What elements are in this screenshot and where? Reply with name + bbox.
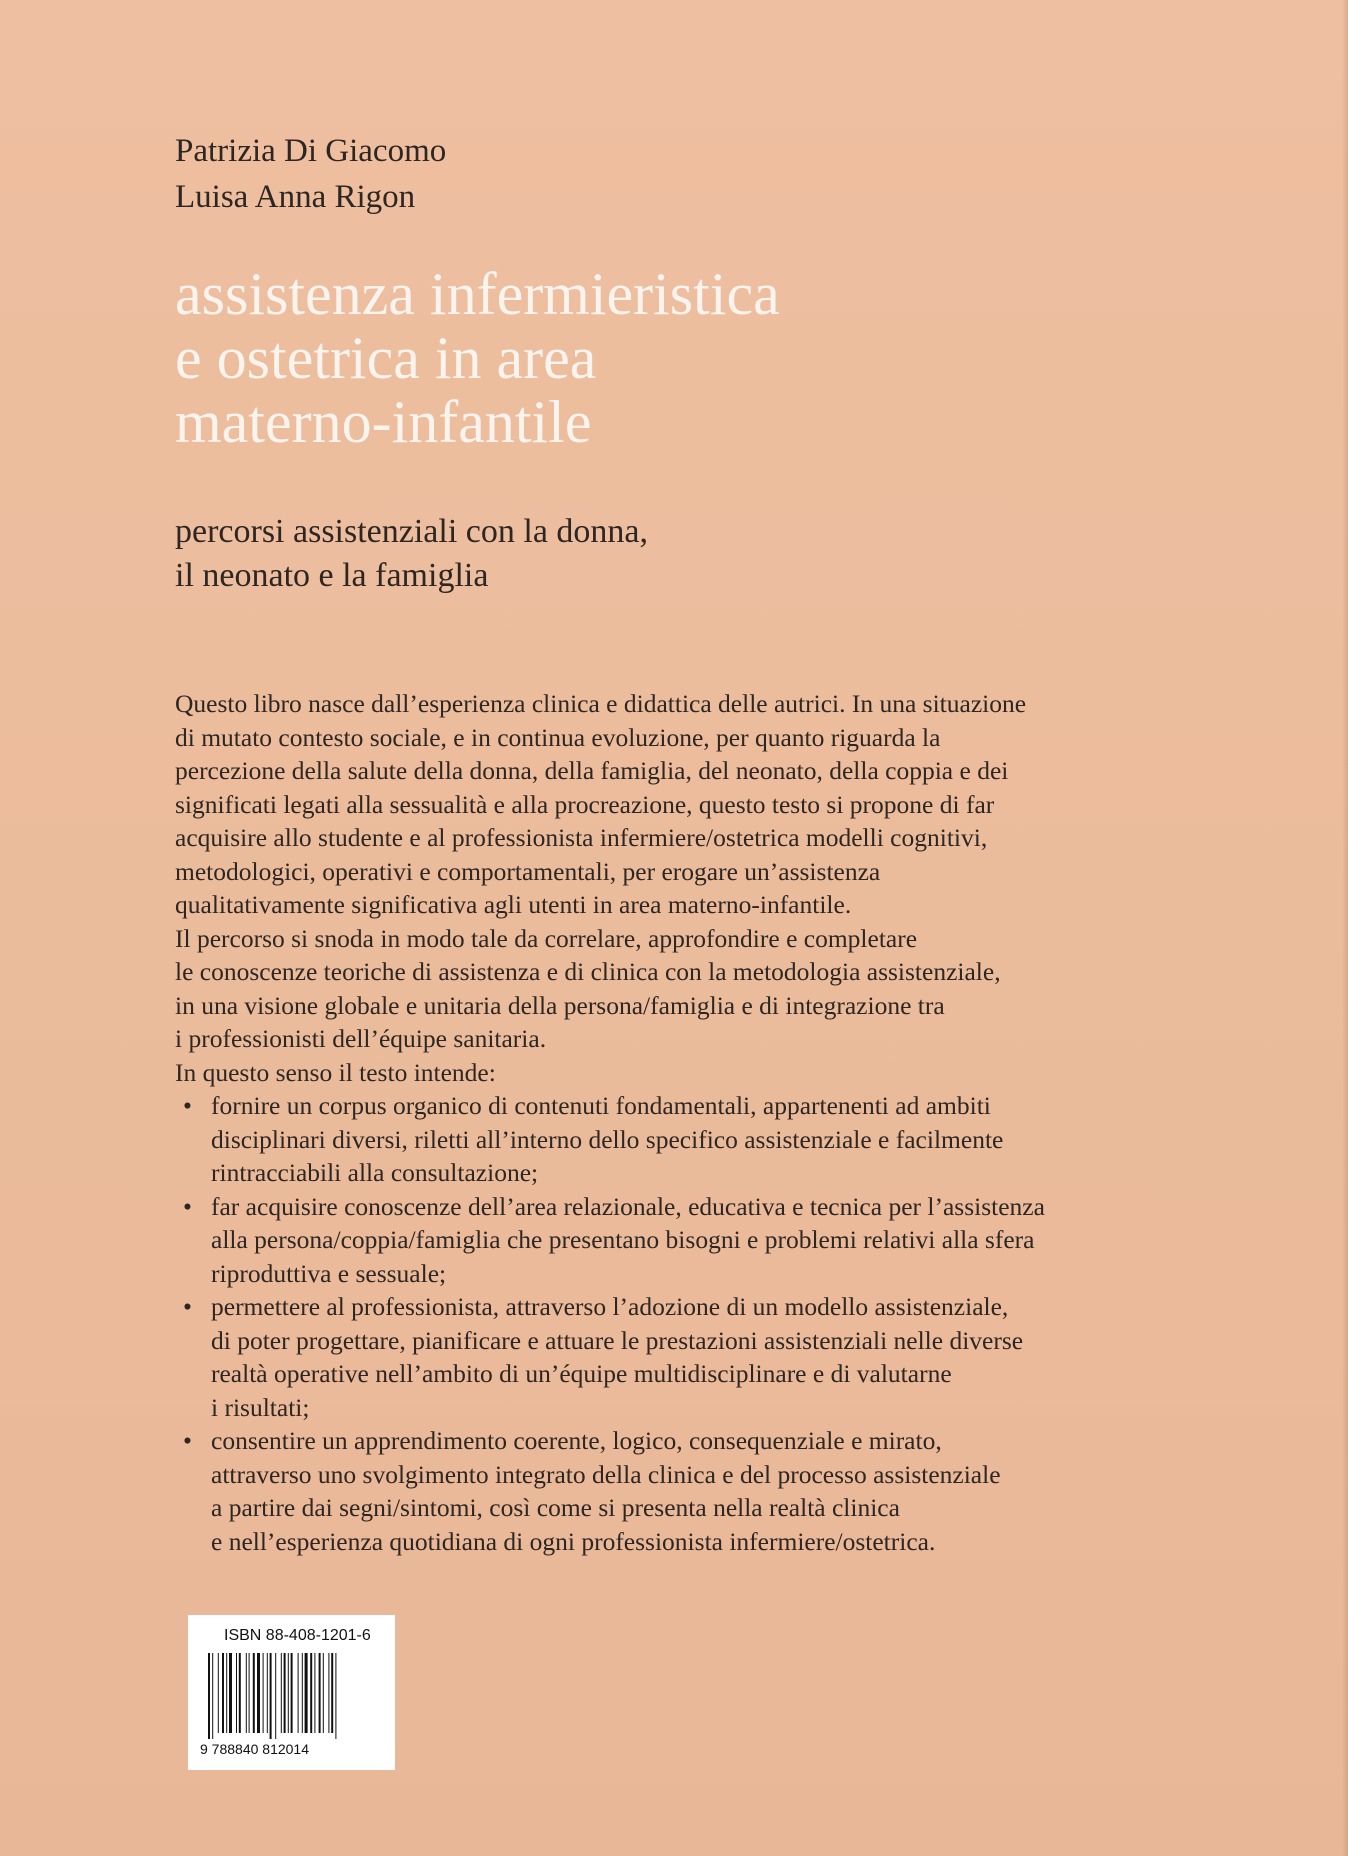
blurb-line: in una visione globale e unitaria della persona/famiglia e di integrazione tra: [175, 990, 945, 1020]
bullet-text: far acquisire conoscenze dell’area relazionale, educativa e tecnica per l’assistenza: [211, 1191, 1045, 1221]
blurb-line: significati legati alla sessualità e alla procreazione, questo testo si propone di far: [175, 789, 995, 819]
author-name: Luisa Anna Rigon: [175, 179, 416, 215]
barcode-bar: [212, 1653, 213, 1739]
bullet-line: e nell’esperienza quotidiana di ogni professionista infermiere/ostetrica.: [211, 1526, 936, 1556]
title-line: assistenza infermieristica: [175, 261, 780, 327]
blurb-line: qualitativamente significativa agli utenti in area materno-infantile.: [175, 890, 852, 919]
bullet-item: [175, 1089, 1185, 1190]
author-name: Patrizia Di Giacomo: [175, 133, 447, 169]
barcode-bar: [281, 1653, 282, 1733]
bullet-line: [175, 1190, 1185, 1224]
barcode-bar: [222, 1653, 224, 1733]
barcode-bar: [253, 1653, 255, 1733]
bullet-item: [175, 1424, 1185, 1558]
isbn-barcode-block: [188, 1615, 395, 1770]
barcode-bar: [218, 1653, 219, 1733]
bullet-line: realtà operative nell’ambito di un’équipe multidisciplinare e di valutarne: [211, 1359, 952, 1388]
barcode-bar: [275, 1653, 276, 1739]
barcode-icon: [206, 1653, 378, 1739]
subtitle-line: percorsi assistenziali con la donna,: [175, 513, 649, 550]
barcode-bar: [302, 1653, 303, 1733]
bullet-line: attraverso uno svolgimento integrato della clinica e del processo assistenziale: [211, 1459, 1001, 1489]
blurb-line: Il percorso si snoda in modo tale da correlare, approfondire e completare: [175, 923, 918, 953]
barcode-bar: [305, 1653, 308, 1733]
barcode-bar: [208, 1653, 210, 1739]
bullet-item: [175, 1290, 1185, 1424]
bullet-line: [175, 1089, 1185, 1123]
bullet-marker: •: [183, 1292, 192, 1321]
blurb-line: percezione della salute della donna, della famiglia, del neonato, della coppia e dei: [175, 756, 1009, 785]
bullet-text: permettere al professionista, attraverso l’adozione di un modello assistenziale,: [211, 1292, 1009, 1321]
barcode-bar: [239, 1653, 241, 1733]
bullet-text: fornire un corpus organico di contenuti fondamentali, appartenenti ad ambiti: [211, 1091, 991, 1120]
title-line: materno-infantile: [175, 389, 592, 455]
bullet-marker: •: [183, 1426, 192, 1455]
bullet-text: consentire un apprendimento coerente, logico, consequenziale e mirato,: [211, 1426, 942, 1455]
blurb-line: i professionisti dell’équipe sanitaria.: [175, 1024, 547, 1053]
barcode-bar: [267, 1653, 268, 1733]
blurb-line: le conoscenze teoriche di assistenza e di clinica con la metodologia assistenziale,: [175, 957, 1001, 986]
barcode-digits: 9 788840 812014: [200, 1741, 309, 1757]
barcode-bar: [298, 1653, 299, 1733]
bullet-line: a partire dai segni/sintomi, così come si presenta nella realtà clinica: [211, 1493, 900, 1522]
blurb-line: metodologici, operativi e comportamentali, per erogare un’assistenza: [175, 856, 881, 886]
barcode-bar: [335, 1653, 336, 1739]
barcode-bar: [263, 1653, 264, 1733]
barcode-bar: [288, 1653, 289, 1733]
authors: [175, 128, 446, 220]
barcode-bar: [270, 1653, 272, 1739]
bullet-line: disciplinari diversi, riletti all’interno dello specifico assistenziale e facilmente: [211, 1124, 1004, 1154]
barcode-bar: [291, 1653, 293, 1733]
title-line: e ostetrica in area: [175, 325, 597, 391]
barcode-bar: [246, 1653, 247, 1733]
barcode-bar: [331, 1653, 333, 1733]
bullet-line: alla persona/coppia/famiglia che presentano bisogni e problemi relativi alla sfera: [211, 1225, 1035, 1254]
book-title: [175, 262, 1175, 454]
blurb-line: Questo libro nasce dall’esperienza clinica e didattica delle autrici. In una situazione: [175, 689, 1027, 718]
barcode-bar: [328, 1653, 329, 1733]
barcode-bar: [323, 1653, 324, 1733]
barcode-bar: [310, 1653, 312, 1733]
bullet-line: rintracciabili alla consultazione;: [211, 1158, 539, 1187]
barcode-bar: [229, 1653, 232, 1733]
barcode-bar: [249, 1653, 250, 1733]
barcode-bar: [236, 1653, 237, 1733]
bullet-line: riproduttiva e sessuale;: [211, 1258, 447, 1288]
bullet-item: [175, 1190, 1185, 1291]
isbn-label: ISBN 88-408-1201-6: [224, 1627, 371, 1644]
blurb-line: acquisire allo studente e al professionista infermiere/ostetrica modelli cognitivi,: [175, 823, 988, 852]
blurb-line: di mutato contesto sociale, e in continua evoluzione, per quanto riguarda la: [175, 722, 941, 752]
book-subtitle: [175, 510, 648, 598]
barcode-bar: [284, 1653, 286, 1733]
subtitle-line: il neonato e la famiglia: [175, 557, 489, 594]
bullet-line: di poter progettare, pianificare e attuare le prestazioni assistenziali nelle diverse: [211, 1325, 1024, 1355]
bullet-line: i risultati;: [211, 1392, 310, 1422]
bullet-marker: •: [183, 1191, 192, 1221]
blurb-text: [175, 687, 1185, 1558]
blurb-line: In questo senso il testo intende:: [175, 1057, 496, 1087]
barcode-bar: [257, 1653, 260, 1733]
barcode-bar: [319, 1653, 321, 1733]
barcode-bar: [314, 1653, 315, 1733]
bullet-line: [175, 1290, 1185, 1324]
bullet-line: [175, 1424, 1185, 1458]
barcode-bar: [226, 1653, 227, 1733]
bullet-marker: •: [183, 1091, 192, 1120]
